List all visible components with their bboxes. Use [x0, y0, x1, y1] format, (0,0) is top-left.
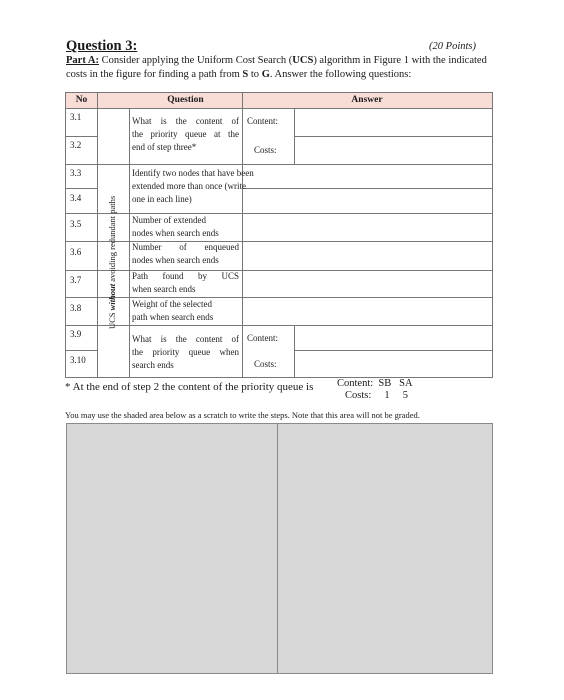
answer-3-6[interactable] — [243, 242, 492, 269]
question-line: What is the content of — [132, 334, 239, 344]
col-header-no: No — [75, 95, 88, 105]
col-divider — [242, 325, 243, 377]
answer-3-2[interactable] — [295, 137, 491, 163]
col-divider — [242, 108, 243, 164]
answer-3-9[interactable] — [295, 326, 491, 349]
questions-table — [65, 92, 493, 378]
scratch-note: You may use the shaded area below as a scratch to write the steps. Note that this area will not be graded. — [65, 410, 420, 420]
side-label-emphasis: without — [107, 283, 117, 311]
question-line: Path found by UCS — [132, 271, 239, 281]
intro-goal-node: G — [261, 69, 270, 80]
question-line: the priority queue at the — [132, 129, 239, 139]
side-label-text: avoiding redundant paths — [107, 195, 117, 284]
footnote: * At the end of step 2 the content of the priority queue is — [65, 381, 314, 393]
row-number: 3.6 — [70, 247, 82, 257]
row-number: 3.3 — [70, 168, 82, 178]
answer-3-4[interactable] — [243, 189, 492, 212]
content-label: Content: — [247, 333, 278, 343]
intro-text: Consider applying the Uniform Cost Search ( — [98, 55, 293, 66]
row-divider — [66, 136, 97, 137]
question-line: Number of extended — [132, 215, 206, 225]
costs-label: Costs: — [254, 359, 277, 369]
part-label: Part A: — [66, 55, 99, 66]
row-divider — [66, 188, 97, 189]
points-label: (20 Points) — [429, 41, 476, 52]
costs-label: Costs: — [254, 145, 277, 155]
question-line: What is the content of — [132, 116, 239, 126]
question-line: one in each line) — [132, 194, 192, 204]
step2-costs: Costs: 1 5 — [345, 390, 409, 401]
row-number: 3.5 — [70, 219, 82, 229]
side-label-text: UCS — [107, 310, 117, 329]
answer-3-7[interactable] — [243, 271, 492, 296]
question-line: Weight of the selected — [132, 299, 212, 309]
question-enqueued-count — [132, 241, 239, 267]
row-number: 3.8 — [70, 303, 82, 313]
row-number: 3.10 — [70, 355, 86, 365]
scratch-area[interactable] — [66, 423, 493, 674]
step2-priority-queue — [337, 378, 413, 402]
answer-3-10[interactable] — [295, 351, 491, 376]
col-divider — [97, 93, 98, 377]
question-line: Identify two nodes that have been — [132, 168, 254, 178]
answer-3-5[interactable] — [243, 214, 492, 240]
question-line: the priority queue when — [132, 347, 239, 357]
question-line: Number of enqueued — [132, 242, 239, 252]
col-header-question: Question — [167, 95, 204, 105]
intro-text: . Answer the following questions: — [269, 69, 412, 80]
step2-content: Content: SB SA — [337, 378, 413, 389]
col-header-answer: Answer — [351, 95, 383, 105]
question-line: when search ends — [132, 284, 196, 294]
row-number: 3.2 — [70, 140, 82, 150]
row-number: 3.7 — [70, 275, 82, 285]
question-line: nodes when search ends — [132, 255, 219, 265]
question-priority-queue-end — [132, 333, 239, 372]
row-number: 3.1 — [70, 112, 82, 122]
intro-text: ) algorithm in Figure 1 with the indicated costs in the figure for finding a path from — [66, 55, 487, 80]
question-intro — [66, 54, 496, 82]
content-label: Content: — [247, 116, 278, 126]
answer-3-3[interactable] — [243, 165, 492, 187]
question-title: Question 3: — [66, 38, 138, 54]
row-number: 3.4 — [70, 193, 82, 203]
question-line: nodes when search ends — [132, 228, 219, 238]
question-path-found — [132, 270, 239, 296]
col-divider — [129, 108, 130, 377]
question-path-weight — [132, 298, 239, 324]
question-line: end of step three* — [132, 142, 197, 152]
row-divider — [66, 350, 97, 351]
intro-ucs: UCS — [292, 55, 314, 66]
scratch-divider — [277, 424, 278, 673]
answer-3-8[interactable] — [243, 298, 492, 324]
question-priority-queue-step3 — [132, 115, 239, 154]
answer-3-1[interactable] — [295, 109, 491, 135]
question-line: search ends — [132, 360, 174, 370]
side-label — [107, 196, 117, 329]
question-line: path when search ends — [132, 312, 214, 322]
row-number: 3.9 — [70, 329, 82, 339]
question-line: extended more than once (write — [132, 181, 246, 191]
question-extended-count — [132, 214, 239, 240]
intro-start-node: S — [242, 69, 249, 80]
intro-text: to — [248, 69, 262, 80]
col-divider — [242, 93, 243, 108]
